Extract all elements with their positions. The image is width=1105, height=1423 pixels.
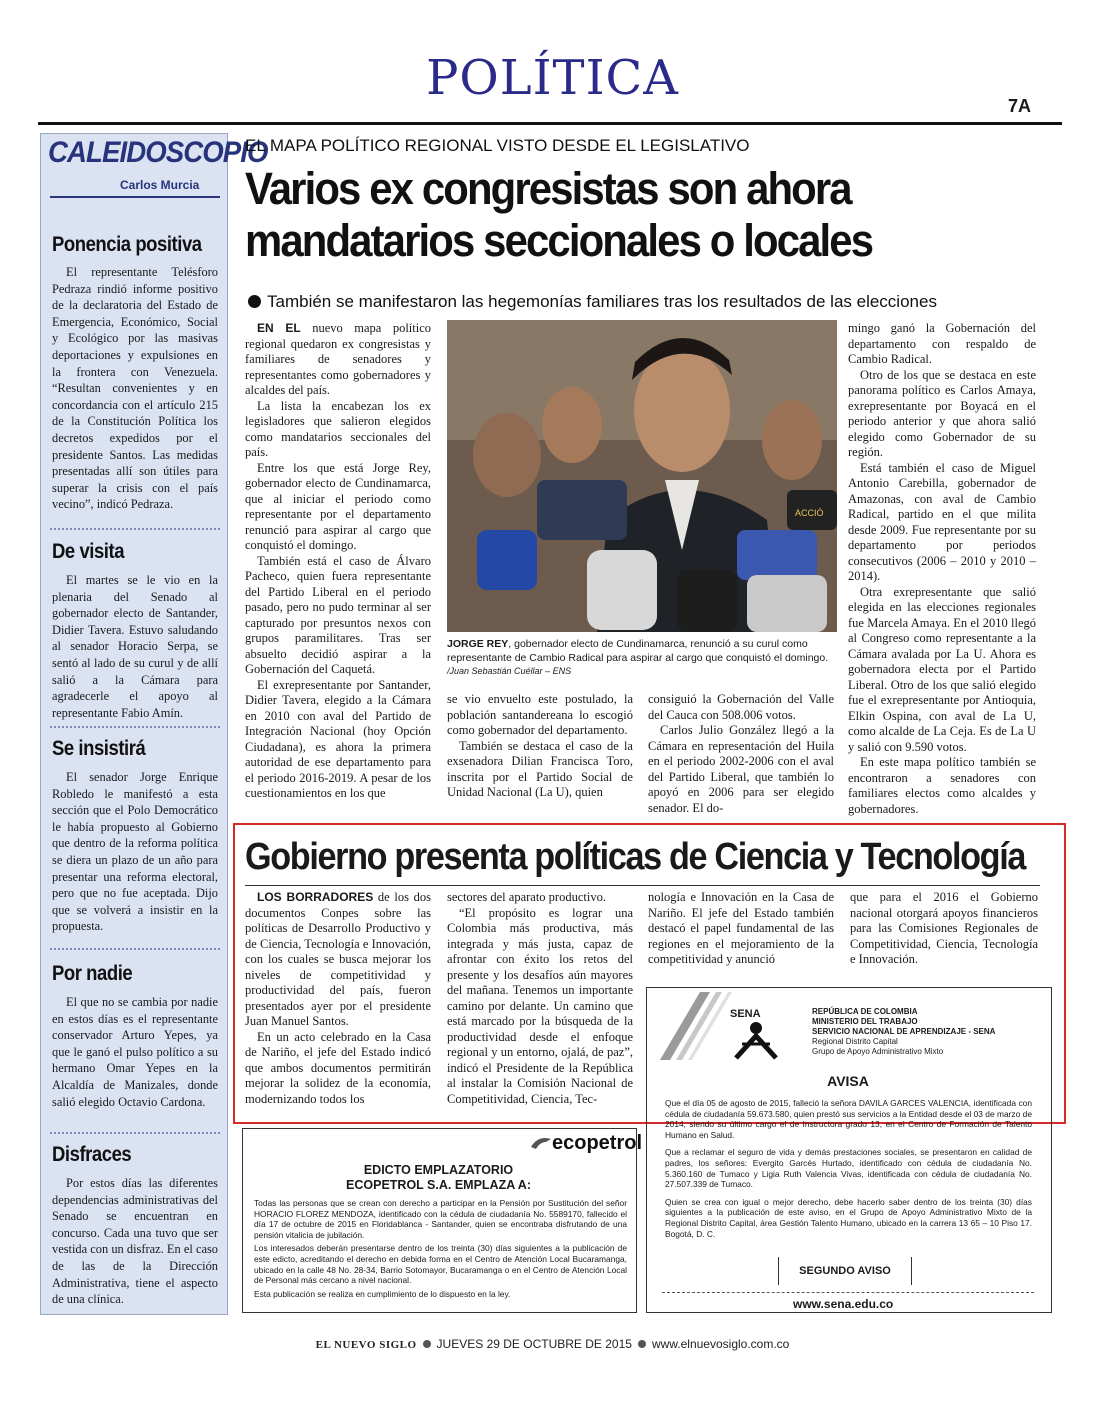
- story-subhead: [248, 292, 937, 312]
- lead-in: LOS BORRADORES: [257, 890, 374, 904]
- item-text: El senador Jorge Enrique Robledo le manifestó a esta sección que el Polo Democrático le había propuesto al Gobierno que dentro de la reforma política se diera un plazo de un año para presentar una reforma electoral, pero que no fue aceptada. Dijo que se volverá a insistir en la propuesta.: [52, 770, 218, 934]
- bullet-icon: [638, 1340, 646, 1348]
- paragraph: En un acto celebrado en la Casa de Nariño, el jefe del Estado indicó que ambos documentos permitirán mejorar la solidez de la economía, modernizando todos los: [245, 1029, 431, 1106]
- story-column-2: [447, 692, 633, 801]
- paragraph: Quien se crea con igual o mejor derecho, debe hacerlo saber dentro de los treinta (30) días siguientes a la publicación de este aviso, en el Grupo de Apoyo Administrativo Mixto de la Regional Distrito Capital, área Gestión Talento Humano, ubicado en la carrera 13 65 – 10 Piso 17. Bogotá, D. C.: [665, 1196, 1032, 1239]
- stripes-graphic: [660, 992, 732, 1060]
- ecopetrol-logo: [530, 1132, 642, 1155]
- second-story-column-3: [648, 890, 834, 968]
- header-line: SERVICIO NACIONAL DE APRENDIZAJE - SENA: [812, 1027, 996, 1036]
- story-kicker: EL MAPA POLÍTICO REGIONAL VISTO DESDE EL LEGISLATIVO: [245, 136, 750, 155]
- item-divider: [50, 726, 220, 728]
- item-text: El martes se le vio en la plenaria del Senado al gobernador electo de Santander, Didier Tavera. Estuvo saludando al senador Horacio Serpa, se sentó al lado de su curul y de allí salió a la Cámara para agradecerle el apoyo al representante Fabio Amín.: [52, 573, 218, 720]
- header-line: REPÚBLICA DE COLOMBIA: [812, 1007, 918, 1016]
- second-story-column-2: [447, 890, 633, 1107]
- dashed-divider: [662, 1292, 1034, 1293]
- item-heading: De visita: [52, 540, 125, 563]
- caption-lead: JORGE REY: [447, 638, 509, 650]
- paragraph: Esta publicación se realiza en cumplimiento de lo dispuesto en la ley.: [254, 1288, 511, 1299]
- paragraph: nuevo mapa político regional quedaron ex congresistas y familiares de senadores y representantes como gobernadores y alcaldes del país.: [245, 321, 432, 397]
- paragraph: Que a reclamar el seguro de vida y demás prestaciones sociales, se presentaron en calidad de padres, los señores: Evergito Garcés Hurtado, identificado con cédula de ciudadanía No. 5.360.160 de Tumaco y Ligia Ruth Valencia Vivas, identificada con cédula de ciudadanía No. 27.507.339 de Tumaco.: [665, 1147, 1032, 1190]
- caption-text: , gobernador electo de Cundinamarca, renunció a su curul como representante de Cambio Radical para aspirar al cargo que conquistó el domingo.: [447, 638, 829, 664]
- logo-text: ecopetrol: [552, 1132, 643, 1154]
- headline-rule: [245, 885, 1040, 886]
- photo-credit: /Juan Sebastián Cuéllar – ENS: [447, 666, 572, 676]
- paragraph: “El propósito es lograr una Colombia más productiva, más integrada y más justa, capaz de afrontar con éxito los retos del presente y los desafíos aún mayores del mañana. Tenemos un importante camino por delante. Un camino que está marcado por la búsqueda de la productividad desde el enfoque regional y un entorno, ojalá, de paz”, indicó el Presidente de la República al instalar la Comisión Nacional de Competitividad, Ciencia, Tec-: [447, 905, 633, 1106]
- edicto-title-line: ECOPETROL S.A. EMPLAZA A:: [346, 1178, 531, 1192]
- paragraph: se vio envuelto este postulado, la población santandereana lo escogió como gobernador del departamento.: [447, 692, 633, 737]
- item-heading: Por nadie: [52, 962, 133, 985]
- paragraph: El exrepresentante por Santander, Didier Tavera, elegido a la Cámara en 2010 con aval del Partido de Integración Nacional (hoy Opción Ciudadana), es ahora la primera autoridad de ese departamento para el periodo 2016-2019. A pesar de los cuestionamientos en los que: [245, 677, 431, 800]
- section-title: POLÍTICA: [426, 50, 679, 106]
- sena-url[interactable]: www.sena.edu.co: [793, 1297, 894, 1311]
- item-divider: [50, 1132, 220, 1134]
- second-story-headline: Gobierno presenta políticas de Ciencia y Tecnología: [245, 836, 1026, 878]
- sena-logo-text: SENA: [730, 1008, 761, 1020]
- header-line: Regional Distrito Capital: [812, 1037, 898, 1046]
- story-headline: Varios ex congresistas son ahora mandatarios seccionales o locales: [245, 163, 873, 266]
- news-photo: [447, 320, 837, 632]
- story-column-1: [245, 321, 431, 802]
- paragraph: mingo ganó la Gobernación del departamento con respaldo de Cambio Radical.: [848, 321, 1036, 366]
- caleidoscopio-rule: [50, 196, 220, 198]
- paragraph: consiguió la Gobernación del Valle del Cauca con 508.006 votos.: [648, 692, 834, 722]
- page-footer: [0, 1337, 1105, 1351]
- item-divider: [50, 528, 220, 530]
- sena-logo-icon: [734, 1020, 778, 1060]
- header-line: Grupo de Apoyo Administrativo Mixto: [812, 1047, 944, 1056]
- story-column-4: [848, 321, 1036, 817]
- item-heading: Ponencia positiva: [52, 233, 202, 256]
- sena-header: [812, 1007, 995, 1057]
- paragraph: Que el día 05 de agosto de 2015, falleció la señora DAVILA GARCES VALENCIA, identificada con cédula de ciudadanía 59.673.580, quien prestó sus servicios a la Entidad desde el 03 de marzo de 2014, siendo su último cargo el de Instructora grado 13, en el Centro de Formación de Talento Humano en Salud.: [665, 1098, 1032, 1140]
- footer-date: JUEVES 29 DE OCTUBRE DE 2015: [436, 1337, 632, 1351]
- subhead-text: También se manifestaron las hegemonías familiares tras los resultados de las elecciones: [267, 292, 937, 311]
- paragraph: También se destaca el caso de la exsenadora Dilian Francisca Toro, inscrita por el Partido Social de Unidad Nacional (La U), quien: [447, 738, 633, 799]
- page-number: 7A: [1008, 96, 1032, 116]
- item-text: Por estos días las diferentes dependencias administrativas del Senado se encuentran en concurso. Cada una tuvo que ser vestida con un disfraz. En el caso de las de la Dirección Administrativa, tiene el aspecto de una clínica.: [52, 1176, 218, 1307]
- paragraph: Todas las personas que se crean con derecho a participar en la Pensión por Sustitución del señor HORACIO FLOREZ MENDOZA, identificado con la cédula de ciudadanía No. 5589170, fallecido el día 17 de octubre de 2015 en Floridablanca - Santander, quien se encontraba disfrutando de una pensión vitalicia de jubilación.: [254, 1198, 627, 1240]
- iguana-icon: [530, 1133, 552, 1151]
- paragraph: sectores del aparato productivo.: [447, 890, 606, 904]
- avisa-title: AVISA: [827, 1073, 869, 1089]
- paragraph: que para el 2016 el Gobierno nacional otorgará apoyos financieros para las Comisiones Regionales de Competitividad, Ciencia, Tecnología e Innovación.: [850, 890, 1038, 966]
- paragraph: nología e Innovación en la Casa de Nariño. El jefe del Estado también destacó el papel fundamental de las regiones en el mejoramiento de la competitividad y anunció: [648, 890, 834, 966]
- item-heading: Se insistirá: [52, 737, 146, 760]
- top-rule: [38, 122, 1062, 125]
- lead-in: EN EL: [257, 321, 301, 335]
- edicto-body: [254, 1198, 627, 1302]
- footer-url[interactable]: www.elnuevosiglo.com.co: [651, 1337, 790, 1351]
- caleidoscopio-author: Carlos Murcia: [120, 178, 200, 192]
- photo-illustration: [447, 320, 837, 632]
- second-story-column-4: [850, 890, 1038, 968]
- paragraph: Está también el caso de Miguel Antonio Carebilla, gobernador de Amazonas, con aval de Cambio Radical, partido en el que milita desde 2009. Fue representante por su departamento por periodos consecutivos (2006 – 2010 y 2010 – 2014).: [848, 460, 1036, 583]
- paragraph: La lista la encabezan los ex legisladores que salieron elegidos como mandatarios seccionales del país.: [245, 398, 431, 459]
- paragraph: En este mapa político también se encontraron a senadores con familiares electos como alcaldes y gobernadores.: [848, 755, 1036, 816]
- paper-name: EL NUEVO SIGLO: [315, 1339, 417, 1351]
- item-divider: [50, 948, 220, 950]
- paragraph: de los dos documentos Conpes sobre las políticas de Desarrollo Productivo y de Ciencia, Tecnología e Innovación, con los cuales se busca mejorar los niveles de competitividad y productividad del país, fueron presentados ayer por el presidente Juan Manuel Santos.: [245, 890, 431, 1028]
- paragraph: Carlos Julio González llegó a la Cámara en representación del Huila en el periodo 2002-2006 con el aval del Partido Liberal, que también lo apoyó en 2006 para ser elegido senador. El do-: [648, 723, 834, 815]
- caleidoscopio-title: CALEIDOSCOPIO: [48, 136, 268, 169]
- paragraph: También está el caso de Álvaro Pacheco, quien fuera representante del Partido Liberal en el periodo pasado, pero no pudo terminar al ser capturado por presuntos nexos con grupos paramilitares. Tras ser absuelto decidió aspirar a la Gobernación del Caquetá.: [245, 553, 431, 676]
- story-column-3: [648, 692, 834, 816]
- second-story-column-1: [245, 890, 431, 1107]
- paragraph: Los interesados deberán presentarse dentro de los treinta (30) días siguientes a la publicación de este edicto, acreditando el derecho en debida forma en el Centro de Atención Local Bucaramanga, ubicado en la calle 48 No. 28-34, Barrio Sotomayor, Bucaramanga o en el Centro de Atención Local de Personal más cercano a nivel nacional.: [254, 1243, 627, 1286]
- aviso-body: [665, 1098, 1032, 1246]
- photo-caption: [447, 638, 837, 679]
- bullet-icon: [423, 1340, 431, 1348]
- paragraph: Otra exrepresentante que salió elegida en las elecciones regionales fue Marcela Amaya. En el 2010 llegó al Congreso como representante a la Cámara avalada por La U. Ahora es gobernadora electa por el Partido Liberal. Otro de los que salió elegido fue el exrepresentante por Antioquia, Elkin Ospina, con aval de La U, como alcalde de La Ceja. Es de La U y salió con 9.590 votos.: [848, 584, 1036, 754]
- item-text: El representante Telésforo Pedraza rindió informe positivo de la declaratoria del Estado de Emergencia, Económico, Social y Ecológico por las masivas deportaciones y expulsiones en la frontera con Venezuela. “Resultan convenientes y en concordancia con el artículo 215 de la Constitución Política los decretos expedidos por el presidente Santos. Las medidas presentadas allí son útiles para superar la crisis con el país vecino”, indicó Pedraza.: [52, 265, 218, 512]
- paragraph: Entre los que está Jorge Rey, gobernador electo de Cundinamarca, que al iniciar el periodo como representante por el departamento renunció para aspirar al cargo que conquistó el domingo.: [245, 460, 431, 552]
- item-heading: Disfraces: [52, 1143, 132, 1166]
- item-text: El que no se cambia por nadie en estos días es el representante conservador Arturo Yepes, ya que le ganó el pulso político a su hermano Omar Yepes en la Alcaldía de Manizales, donde salió elegido Octavio Cardona.: [52, 995, 218, 1109]
- segundo-aviso-label: SEGUNDO AVISO: [778, 1257, 912, 1285]
- mic-label: ACCIÓ: [795, 508, 824, 518]
- header-line: MINISTERIO DEL TRABAJO: [812, 1017, 918, 1026]
- edicto-title-line: EDICTO EMPLAZATORIO: [363, 1163, 514, 1177]
- paragraph: Otro de los que se destaca en este panorama político es Carlos Amaya, exrepresentante por Boyacá en el periodo anterior y que ahora salió elegido como Gobernador de su región.: [848, 367, 1036, 459]
- edicto-title: [245, 1163, 632, 1193]
- bullet-icon: [248, 295, 261, 308]
